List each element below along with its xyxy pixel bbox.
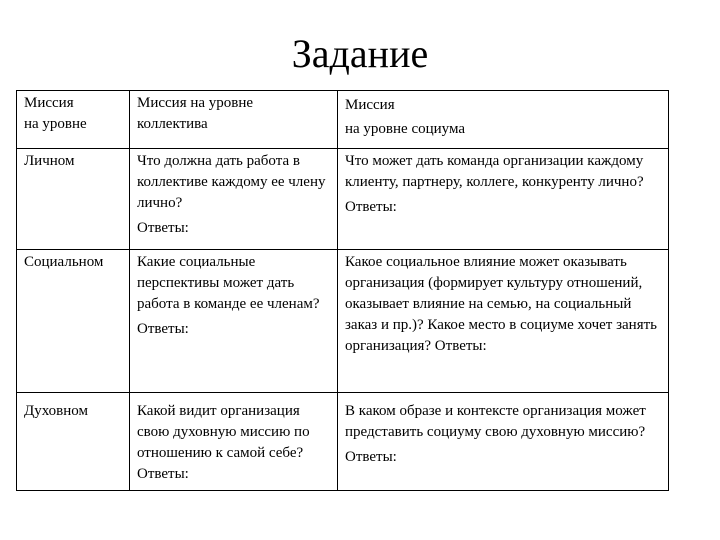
collective-question: Что должна дать работа в коллективе каждому ее члену лично? [137,153,326,211]
row-society-cell [338,393,669,491]
table-row [17,250,669,393]
collective-question: Какие социальные перспективы может дать работа в команде ее членам? [137,254,320,312]
mission-table [16,90,669,491]
row-collective-cell [130,250,338,393]
header-cell-society [338,91,669,149]
row-level-label: Личном [24,153,75,169]
header-text: Миссия на уровне [137,95,254,111]
page-title: Задание [291,31,429,76]
header-text: на уровне [24,116,87,132]
table-row [17,393,669,491]
collective-question: Какой видит организация свою духовную миссию по отношению к самой себе? Ответы: [137,403,310,482]
society-question: Что может дать команда организации каждому клиенту, партнеру, коллеге, конкуренту лично? [345,153,644,190]
society-answer: Ответы: [345,449,397,465]
row-level-cell [17,250,130,393]
header-text: на уровне социума [345,121,466,137]
row-level-label: Социальном [24,254,104,270]
collective-answer: Ответы: [137,220,189,236]
row-collective-cell [130,149,338,250]
header-text: Миссия [24,95,74,111]
row-level-cell [17,149,130,250]
row-level-label: Духовном [24,403,88,419]
row-society-cell [338,250,669,393]
table-row [17,149,669,250]
society-question: Какое социальное влияние может оказывать организация (формирует культуру отношений, оказывает влияние на семью, на социальный заказ и пр.)? Какое место в социуме хочет занять организация? Ответы: [345,254,658,354]
collective-answer: Ответы: [137,321,189,337]
header-text: коллектива [137,116,208,132]
header-cell-mission-level [17,91,130,149]
table-header-row [17,91,669,149]
row-society-cell [338,149,669,250]
header-cell-collective [130,91,338,149]
society-question: В каком образе и контексте организация может представить социуму свою духовную миссию? [345,403,646,440]
row-level-cell [17,393,130,491]
row-collective-cell [130,393,338,491]
header-text: Миссия [345,97,395,113]
society-answer: Ответы: [345,199,397,215]
